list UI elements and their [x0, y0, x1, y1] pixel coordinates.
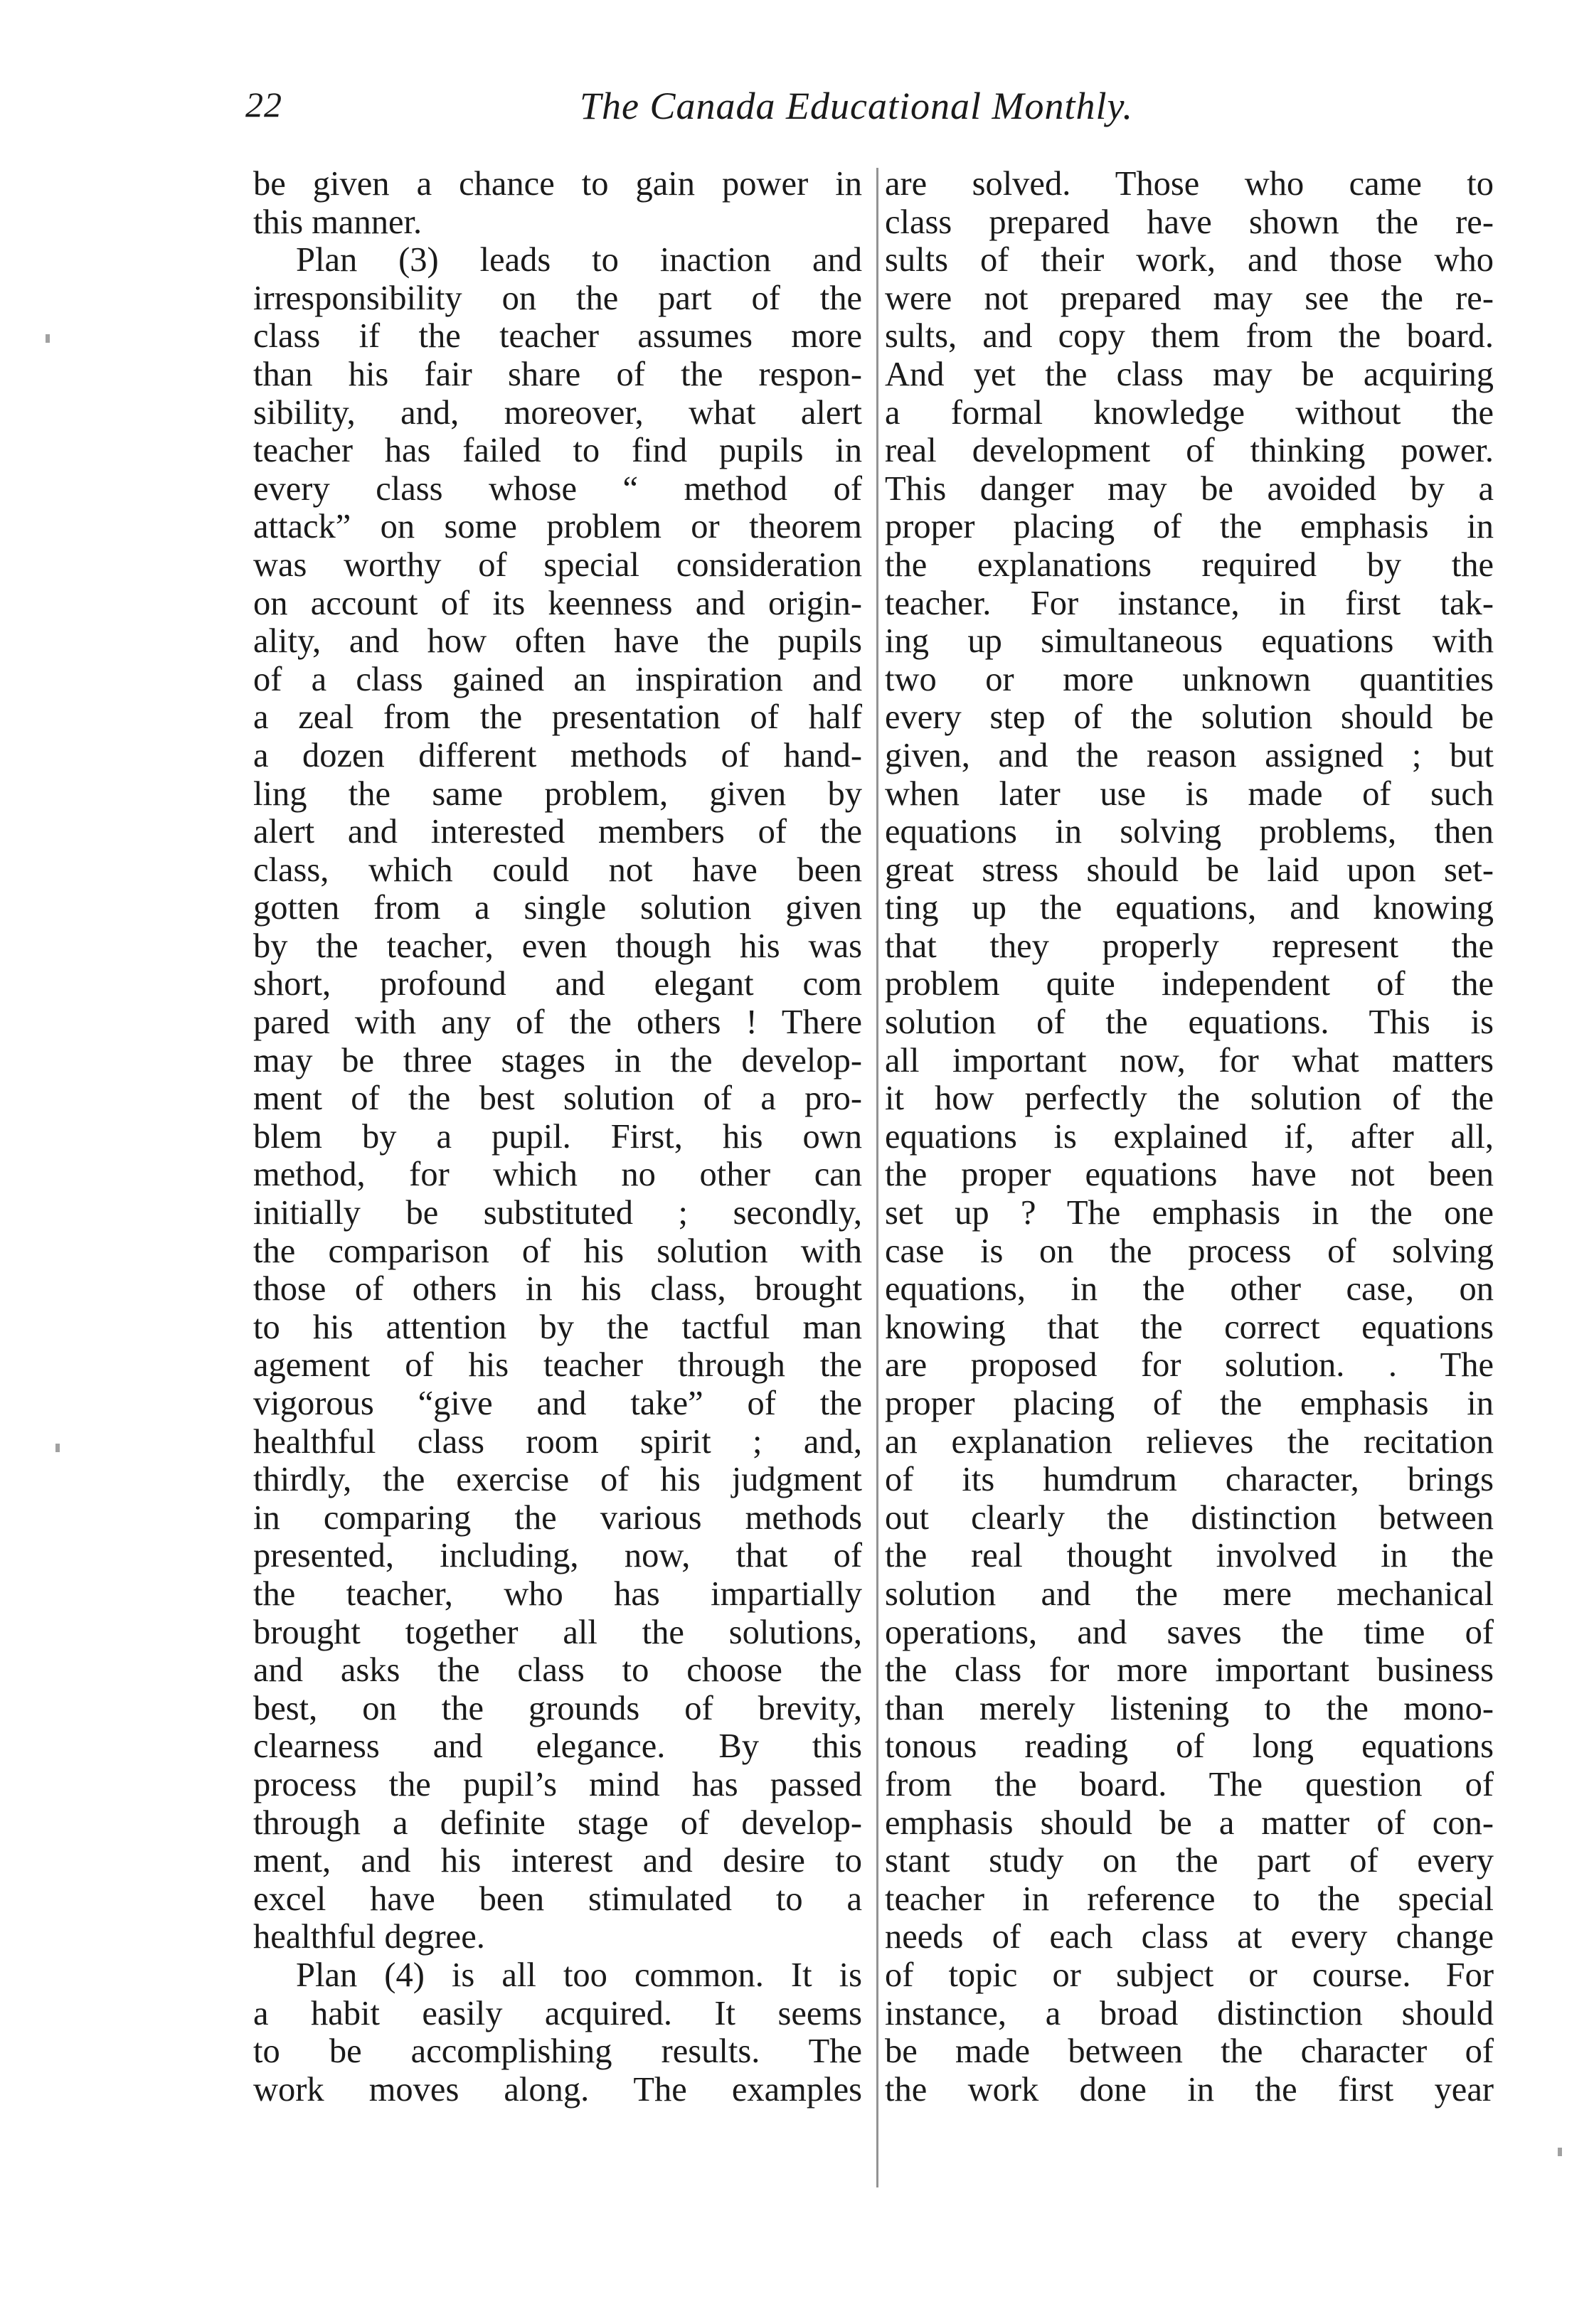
- text-line: from the board. The question of: [885, 1765, 1494, 1803]
- text-line: sults of their work, and those who: [885, 241, 1494, 279]
- text-line: ment, and his interest and desire to: [253, 1842, 862, 1880]
- text-line: attack” on some problem or theorem: [253, 508, 862, 546]
- text-line: teacher has failed to find pupils in: [253, 432, 862, 470]
- text-line: when later use is made of such: [885, 774, 1494, 813]
- text-line: emphasis should be a matter of con-: [885, 1803, 1494, 1842]
- text-line: Plan (3) leads to inaction and: [296, 241, 862, 279]
- text-line: alert and interested members of the: [253, 813, 862, 851]
- text-line: a dozen different methods of hand-: [253, 736, 862, 774]
- text-line: problem quite independent of the: [885, 965, 1494, 1003]
- text-line: it how perfectly the solution of the: [885, 1080, 1494, 1118]
- text-line: this manner.: [253, 203, 423, 241]
- text-line: proper placing of the emphasis in: [885, 508, 1494, 546]
- page-number: 22: [245, 85, 282, 124]
- text-line: the comparison of his solution with: [253, 1232, 862, 1270]
- text-line: are proposed for solution. . The: [885, 1346, 1494, 1385]
- text-line: the teacher, who has impartially: [253, 1574, 862, 1613]
- text-line: equations, in the other case, on: [885, 1270, 1494, 1308]
- text-line: a formal knowledge without the: [885, 393, 1494, 432]
- text-line: the work done in the first year: [885, 2070, 1494, 2109]
- text-line: an explanation relieves the recitation: [885, 1422, 1494, 1461]
- text-line: by the teacher, even though his was: [253, 927, 862, 965]
- text-line: This danger may be avoided by a: [885, 469, 1494, 508]
- text-line: pared with any of the others ! There: [253, 1003, 862, 1042]
- text-line: best, on the grounds of brevity,: [253, 1689, 862, 1727]
- text-line: to his attention by the tactful man: [253, 1308, 862, 1346]
- left-column: [253, 165, 862, 2109]
- scan-speck: [1558, 2148, 1562, 2156]
- text-line: short, profound and elegant com: [253, 965, 862, 1003]
- text-line: brought together all the solutions,: [253, 1613, 862, 1651]
- text-line: agement of his teacher through the: [253, 1346, 862, 1385]
- text-line: two or more unknown quantities: [885, 660, 1494, 698]
- text-line: clearness and elegance. By this: [253, 1727, 862, 1766]
- text-line: the proper equations have not been: [885, 1156, 1494, 1194]
- text-line: sibility, and, moreover, what alert: [253, 393, 862, 432]
- text-line: knowing that the correct equations: [885, 1308, 1494, 1346]
- text-line: And yet the class may be acquiring: [885, 355, 1494, 393]
- page-header: [245, 84, 1504, 141]
- text-line: and asks the class to choose the: [253, 1651, 862, 1690]
- text-line: may be three stages in the develop-: [253, 1041, 862, 1080]
- text-line: teacher in reference to the special: [885, 1880, 1494, 1918]
- text-line: the class for more important business: [885, 1651, 1494, 1690]
- text-line: gotten from a single solution given: [253, 889, 862, 927]
- text-line: than his fair share of the respon-: [253, 355, 862, 393]
- text-line: than merely listening to the mono-: [885, 1689, 1494, 1727]
- text-line: presented, including, now, that of: [253, 1537, 862, 1575]
- text-line: class prepared have shown the re-: [885, 203, 1494, 241]
- text-line: in comparing the various methods: [253, 1498, 862, 1537]
- text-line: ling the same problem, given by: [253, 774, 862, 813]
- text-line: initially be substituted ; secondly,: [253, 1194, 862, 1232]
- text-line: set up ? The emphasis in the one: [885, 1194, 1494, 1232]
- text-line: were not prepared may see the re-: [885, 279, 1494, 317]
- text-line: irresponsibility on the part of the: [253, 279, 862, 317]
- text-line: given, and the reason assigned ; but: [885, 736, 1494, 774]
- text-line: ting up the equations, and knowing: [885, 889, 1494, 927]
- text-line: solution of the equations. This is: [885, 1003, 1494, 1042]
- text-line: operations, and saves the time of: [885, 1613, 1494, 1651]
- text-line: ing up simultaneous equations with: [885, 622, 1494, 661]
- text-line: those of others in his class, brought: [253, 1270, 862, 1308]
- text-line: that they properly represent the: [885, 927, 1494, 965]
- text-line: was worthy of special consideration: [253, 545, 862, 584]
- text-line: thirdly, the exercise of his judgment: [253, 1461, 862, 1499]
- text-line: out clearly the distinction between: [885, 1498, 1494, 1537]
- text-line: blem by a pupil. First, his own: [253, 1117, 862, 1156]
- column-divider: [876, 168, 878, 2187]
- text-line: case is on the process of solving: [885, 1232, 1494, 1270]
- text-line: real development of thinking power.: [885, 432, 1494, 470]
- text-line: to be accomplishing results. The: [253, 2032, 862, 2071]
- text-line: the explanations required by the: [885, 545, 1494, 584]
- text-line: solution and the mere mechanical: [885, 1574, 1494, 1613]
- scan-speck: [55, 1444, 60, 1452]
- text-line: of topic or subject or course. For: [885, 1956, 1494, 1994]
- text-line: are solved. Those who came to: [885, 165, 1494, 203]
- text-line: of its humdrum character, brings: [885, 1461, 1494, 1499]
- running-title: The Canada Educational Monthly.: [580, 85, 1133, 127]
- text-line: be made between the character of: [885, 2032, 1494, 2071]
- text-line: ment of the best solution of a pro-: [253, 1080, 862, 1118]
- text-line: all important now, for what matters: [885, 1041, 1494, 1080]
- text-line: vigorous “give and take” of the: [253, 1385, 862, 1422]
- text-line: work moves along. The examples: [253, 2070, 862, 2109]
- text-line: process the pupil’s mind has passed: [253, 1765, 862, 1803]
- text-line: every class whose “ method of: [253, 469, 862, 508]
- text-line: great stress should be laid upon set-: [885, 851, 1494, 889]
- text-line: be given a chance to gain power in: [253, 165, 862, 203]
- text-line: tonous reading of long equations: [885, 1727, 1494, 1766]
- text-line: needs of each class at every change: [885, 1918, 1494, 1956]
- text-line: healthful class room spirit ; and,: [253, 1422, 862, 1461]
- text-line: sults, and copy them from the board.: [885, 317, 1494, 356]
- text-line: a zeal from the presentation of half: [253, 698, 862, 737]
- text-line: ality, and how often have the pupils: [253, 622, 862, 661]
- right-column: [885, 165, 1494, 2109]
- text-line: excel have been stimulated to a: [253, 1880, 862, 1918]
- text-line: method, for which no other can: [253, 1156, 862, 1194]
- text-line: on account of its keenness and origin-: [253, 584, 862, 622]
- text-line: Plan (4) is all too common. It is: [296, 1956, 862, 1994]
- scan-speck: [46, 334, 50, 343]
- text-line: through a definite stage of develop-: [253, 1803, 862, 1842]
- text-line: the real thought involved in the: [885, 1537, 1494, 1575]
- text-line: class, which could not have been: [253, 851, 862, 889]
- text-line: proper placing of the emphasis in: [885, 1385, 1494, 1422]
- text-line: equations is explained if, after all,: [885, 1117, 1494, 1156]
- text-line: teacher. For instance, in first tak-: [885, 584, 1494, 622]
- text-line: stant study on the part of every: [885, 1842, 1494, 1880]
- text-line: of a class gained an inspiration and: [253, 660, 862, 698]
- text-line: instance, a broad distinction should: [885, 1994, 1494, 2032]
- text-line: a habit easily acquired. It seems: [253, 1994, 862, 2032]
- text-line: every step of the solution should be: [885, 698, 1494, 737]
- text-line: healthful degree.: [253, 1918, 485, 1956]
- text-line: class if the teacher assumes more: [253, 317, 862, 356]
- text-line: equations in solving problems, then: [885, 813, 1494, 851]
